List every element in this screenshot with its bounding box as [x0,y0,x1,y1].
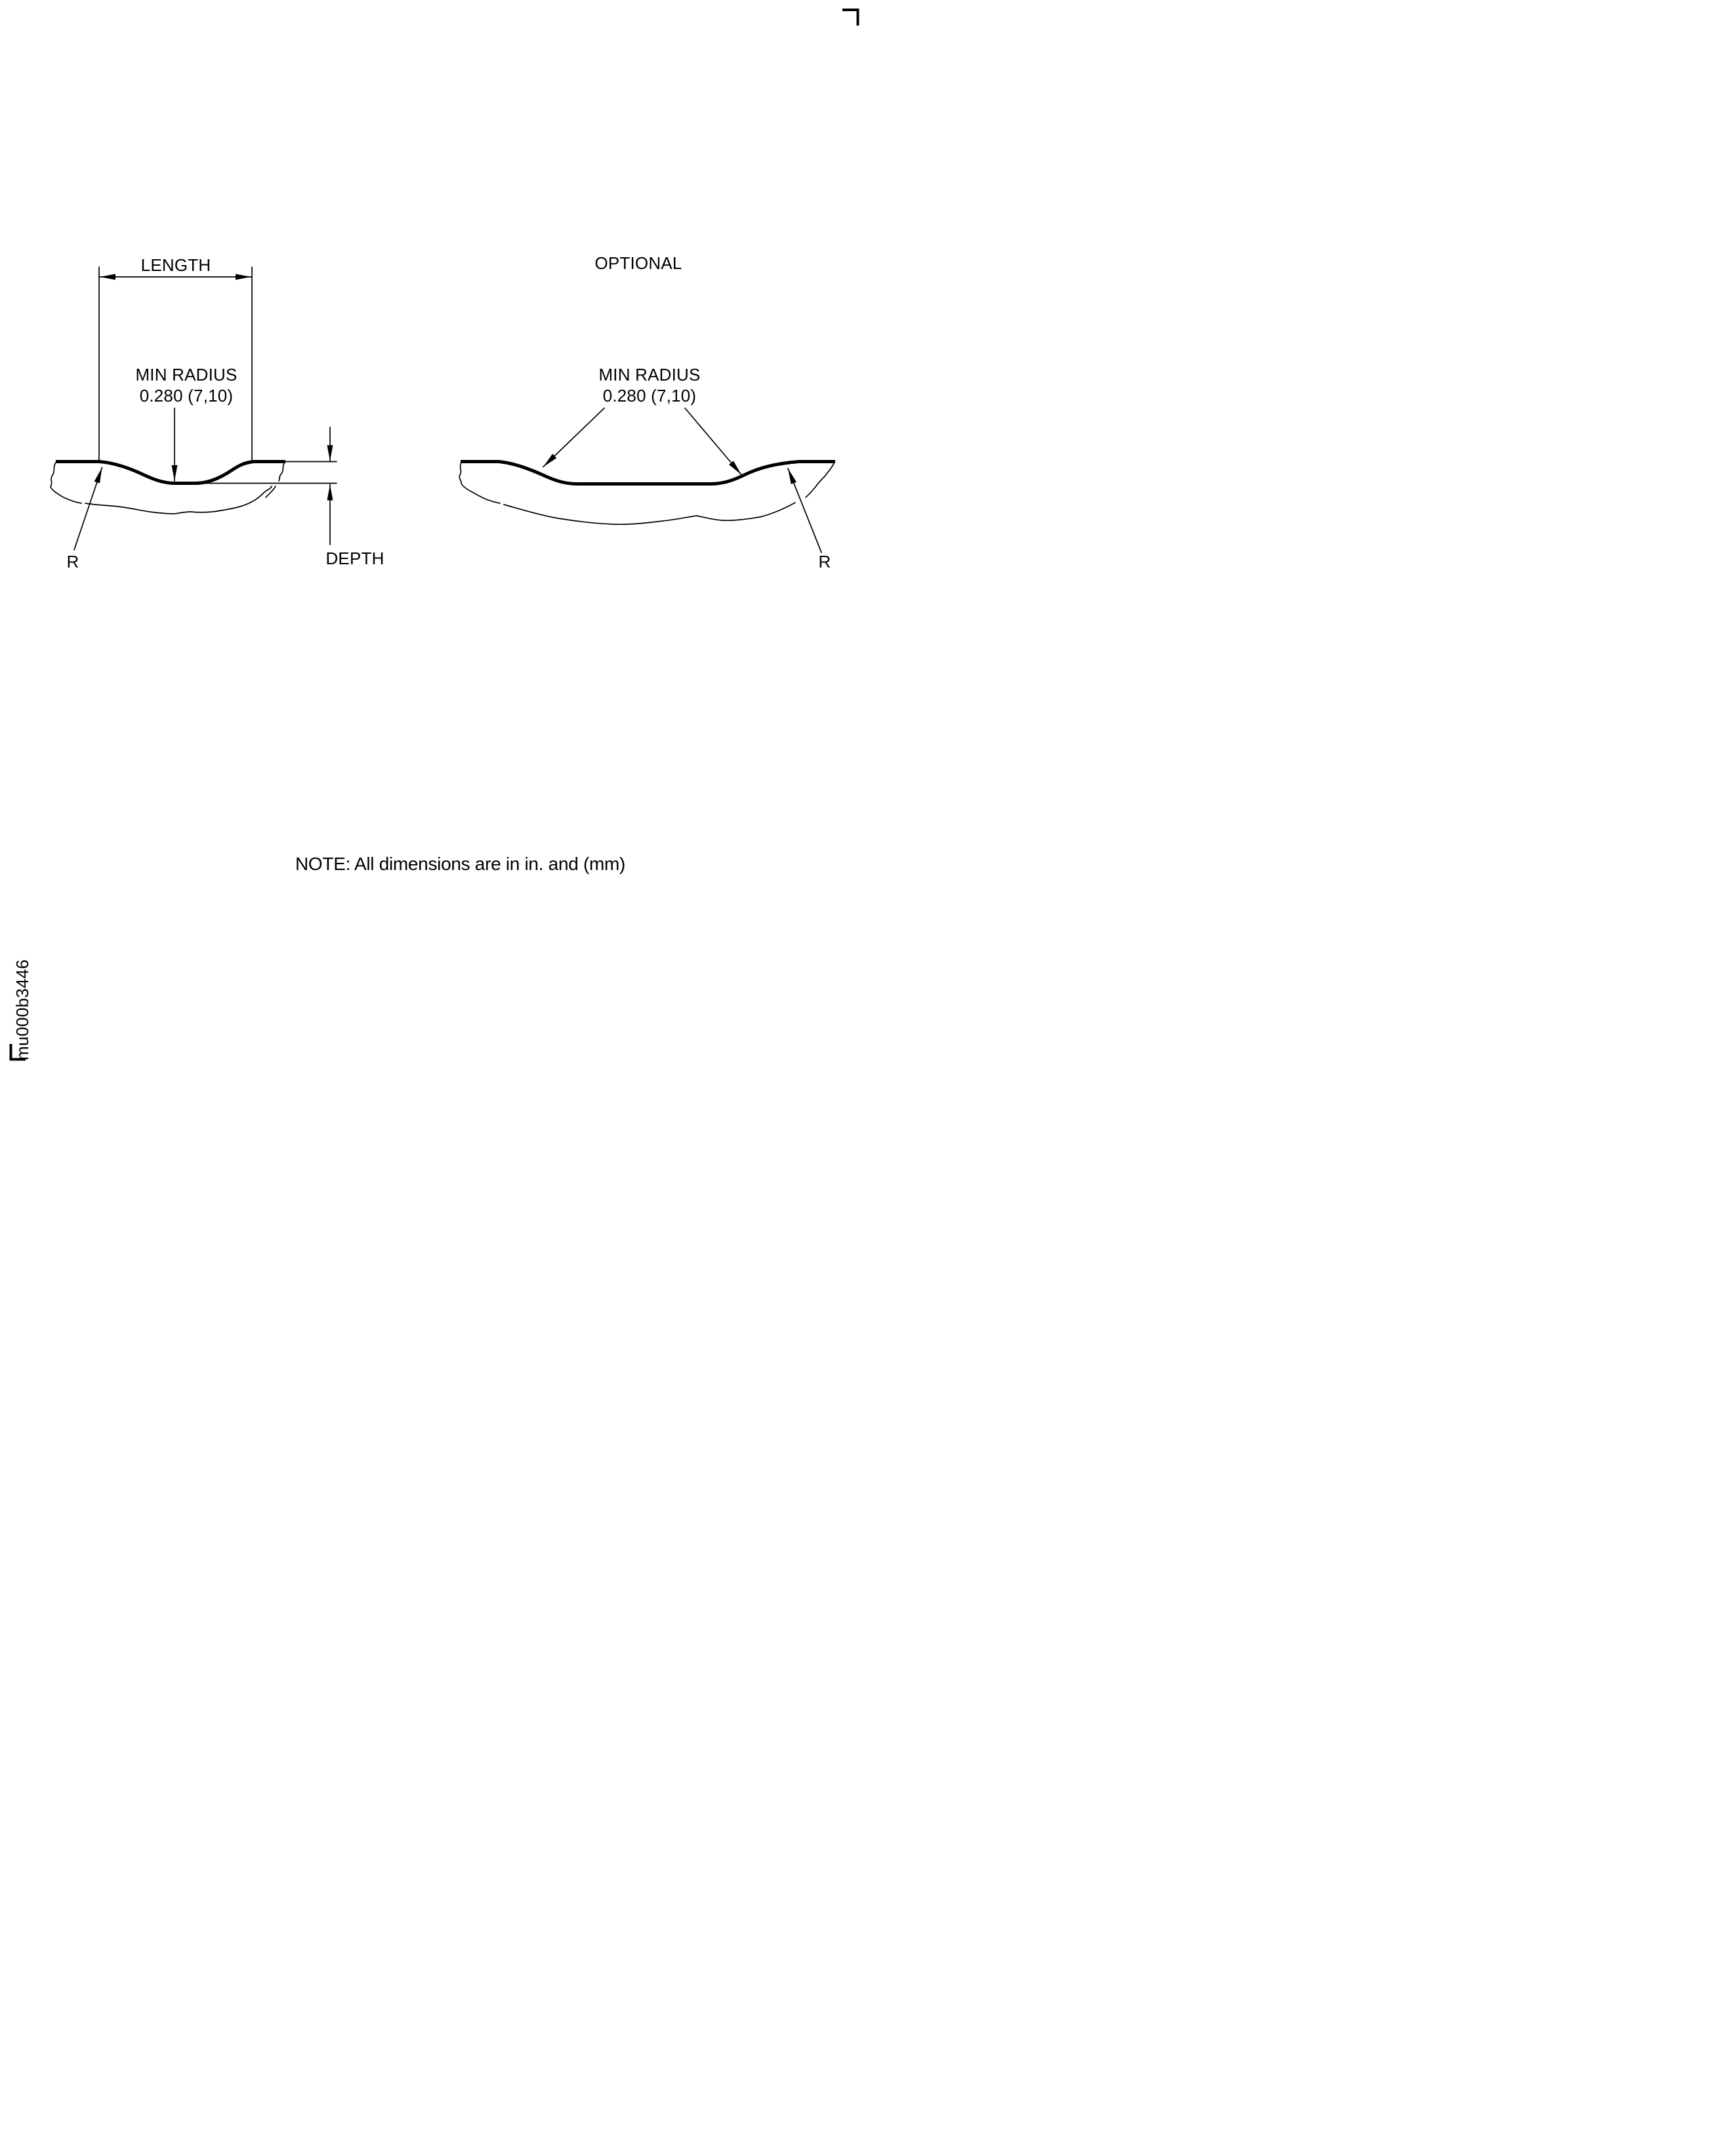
note-text: NOTE: All dimensions are in in. and (mm) [295,854,626,874]
min-radius-leader-line-left [543,408,604,467]
radius-point-label: R [66,552,79,571]
top-right-corner-mark [842,10,858,26]
material-break-left [51,463,81,503]
drawing-page [0,0,868,1070]
material-break-right-upper [279,463,285,481]
drawing-canvas [0,0,868,1070]
min-radius-label-line1: MIN RADIUS [598,365,701,384]
material-break-left [459,463,500,503]
groove-surface-profile [56,462,285,484]
min-radius-leader-line-right [685,408,741,475]
groove-surface-profile [461,462,835,484]
min-radius-label-line2: 0.280 (7,10) [602,386,697,405]
min-radius-label-line1: MIN RADIUS [135,365,238,384]
material-break-right [806,463,834,497]
margin-document-code: mu000b3446 [12,959,32,1060]
radius-leader-line [74,468,102,550]
left-figure [51,255,384,571]
radius-leader-line [788,468,821,552]
right-figure [459,253,835,571]
radius-point-label: R [818,552,831,571]
depth-label: DEPTH [325,549,384,568]
material-bottom-boundary [504,503,795,524]
material-bottom-boundary [85,486,272,514]
length-label: LENGTH [140,255,211,275]
optional-title: OPTIONAL [594,253,682,273]
min-radius-label-line2: 0.280 (7,10) [139,386,234,405]
